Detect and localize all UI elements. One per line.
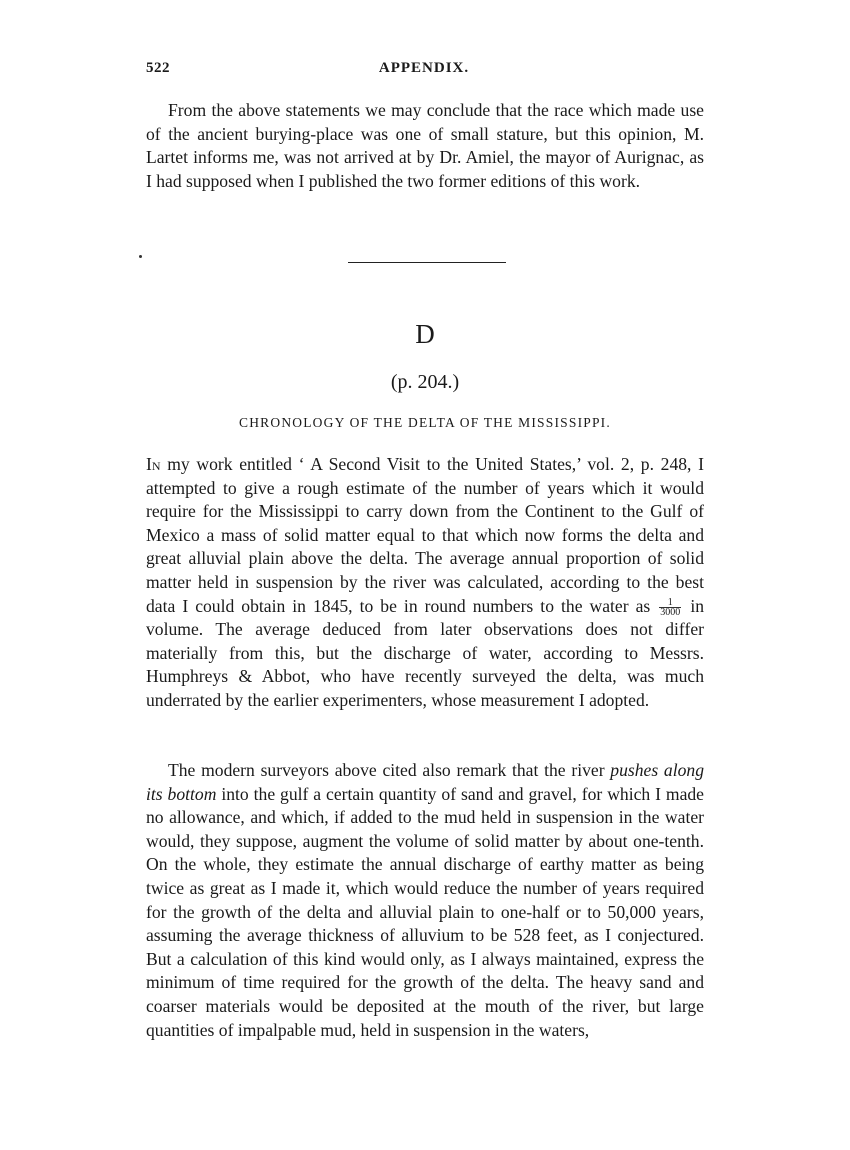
paragraph-2-italic-phrase: pushes along its bottom [146,760,704,804]
running-header [146,60,702,82]
paragraph-1-text-a: my work entitled ‘ A Second Visit to the United States,’ vol. 2, p. 248, I attempted to give a rough estimate of the number of years which it would require for the Mississippi to carry down from the Continent to the Gulf of Mexico a mass of solid matter equal to that which now forms the delta and great alluvial plain above the delta. The average annual proportion of solid matter held in suspension by the river was calculated, according to the best data I could obtain in 1845, to be in round numbers to the water as [146,454,704,616]
body-paragraph-2 [146,759,704,1042]
paragraph-2-text-b: into the gulf a certain quantity of sand and gravel, for which I made no allowance, and which, if added to the mud held in suspension in the water would, they suppose, augment the volume of solid matter by about one-tenth. On the whole, they estimate the annual discharge of earthy matter as being twice as great as I made it, which would reduce the number of years required for the growth of the delta and alluvial plain to one-half or to 50,000 years, assuming the average thickness of alluvium to be 528 feet, as I conjectured. But a calculation of this kind would only, as I always maintained, express the minimum of time required for the growth of the delta. The heavy sand and coarser materials would be deposited at the mouth of the river, but large quantities of impalpable mud, held in suspension in the waters, [146,783,704,1040]
page-number: 522 [146,60,170,76]
section-title: CHRONOLOGY OF THE DELTA OF THE MISSISSIPPI. [239,415,611,430]
paragraph-2-text-a: The modern surveyors above cited also remark that the river [168,760,611,780]
fraction [659,598,681,617]
top-paragraph: From the above statements we may conclude that the race which made use of the ancient burying-place was one of small stature, but this opinion, M. Lartet informs me, was not arrived at by Dr. Amiel, the mayor of Aurignac, as I had supposed when I published the two former editions of this work. [146,100,704,191]
paragraph-lead-word: In [146,454,161,474]
section-page-reference: (p. 204.) [390,371,460,393]
running-title: APPENDIX. [378,60,470,76]
fraction-numerator: 1 [659,598,681,608]
fraction-denominator: 3000 [660,607,681,619]
body-paragraph-1 [146,453,704,713]
section-letter: D [415,319,435,349]
section-divider [348,262,506,263]
paragraph-1-text-b: in volume. The average deduced from later observations does not differ materially from this, but the discharge of water, according to Messrs. Humphreys & Abbot, who have recently surveyed the delta, was much underrated by the earlier experimenters, whose measurement I adopted. [146,595,705,710]
print-speck [139,255,142,258]
